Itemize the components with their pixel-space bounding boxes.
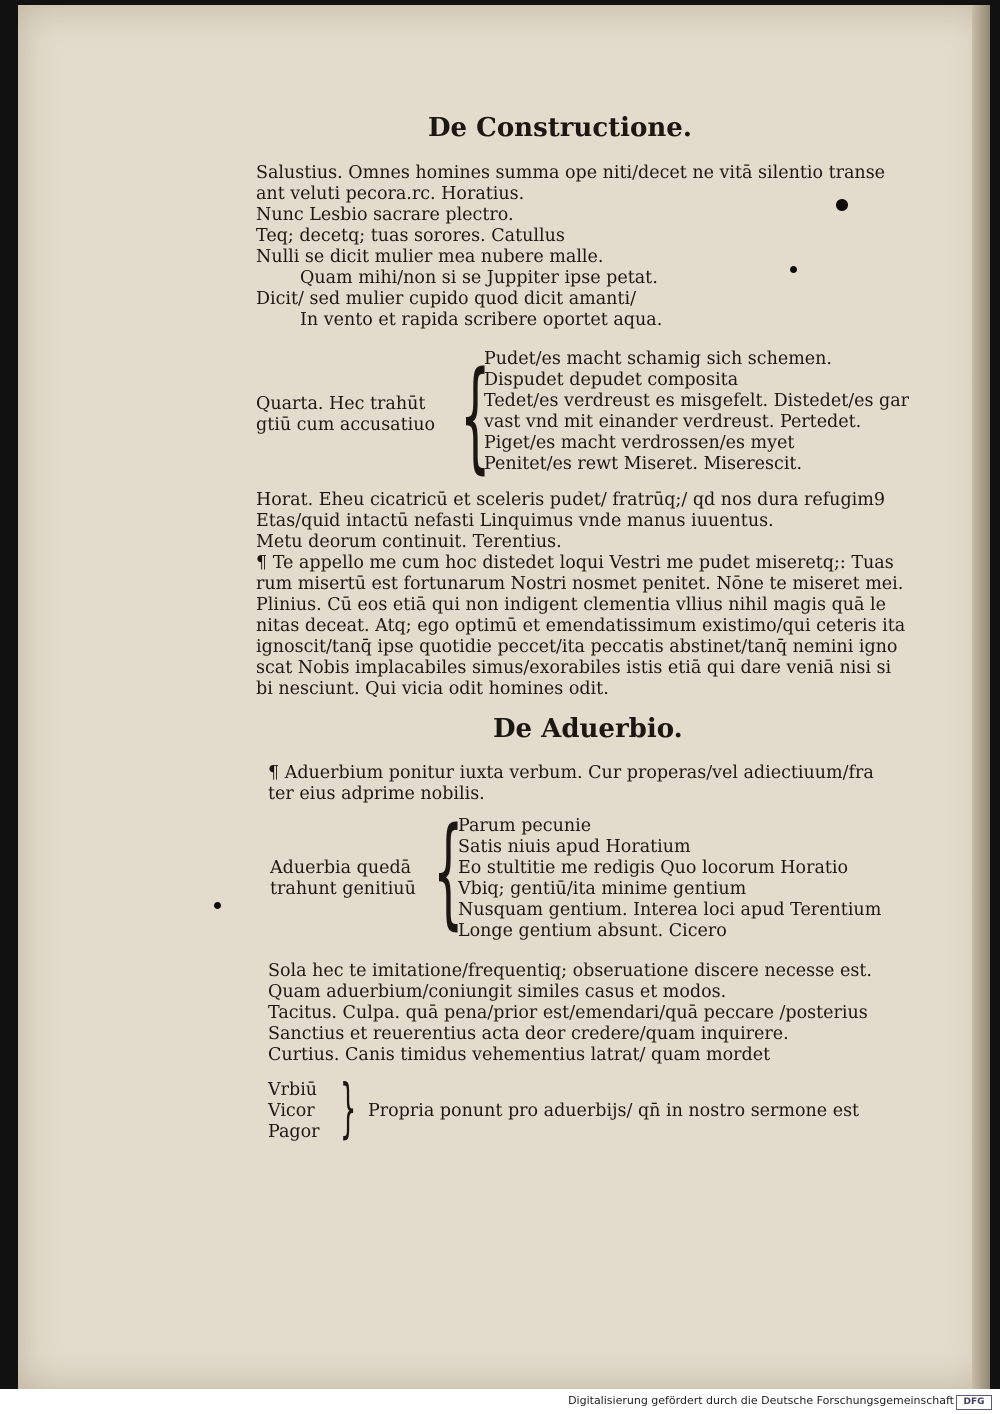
aduerbia-label-line: Aduerbia quedā: [270, 858, 412, 878]
text-line: Quam mihi/non si se Juppiter ipse petat.: [300, 268, 658, 288]
aduerbia-item: Satis niuis apud Horatium: [458, 837, 691, 857]
final-word: Pagor: [268, 1122, 320, 1142]
aduerbia-item: Parum pecunie: [458, 816, 592, 836]
text-line: Dicit/ sed mulier cupido quod dicit amanti/: [256, 289, 636, 309]
text-line: Quam aduerbium/coniungit similes casus et modos.: [268, 982, 727, 1002]
text-line: nitas deceat. Atq; ego optimū et emendatissimum existimo/qui ceteris ita: [256, 616, 906, 636]
aduerbia-label: [270, 858, 416, 900]
final-word: Vicor: [268, 1101, 315, 1121]
quarta-item: Tedet/es verdreust es misgefelt. Distedet/es gar: [484, 391, 910, 411]
quarta-item: Penitet/es rewt Miseret. Miserescit.: [484, 454, 803, 474]
brace-bracket: {: [433, 803, 464, 942]
footer-credit-text: Digitalisierung gefördert durch die Deutsche Forschungsgemeinschaft: [568, 1394, 954, 1407]
aduerbia-item: Longe gentium absunt. Cicero: [458, 921, 727, 941]
text-line: ignoscit/tanq̄ ipse quotidie peccet/ita peccatis abstinet/tanq̄ nemini igno: [256, 637, 898, 657]
text-line: ant veluti pecora.rc. Horatius.: [256, 184, 525, 204]
text-line: Teq; decetq; tuas sorores. Catullus: [256, 226, 565, 246]
text-line: In vento et rapida scribere oportet aqua.: [300, 310, 663, 330]
text-line: Plinius. Cū eos etiā qui non indigent clementia vllius nihil magis quā le: [256, 595, 886, 615]
text-line: Salustius. Omnes homines summa ope niti/decet ne vitā silentio transe: [256, 163, 886, 183]
quarta-item: vast vnd mit einander verdreust. Pertedet.: [484, 412, 862, 432]
text-line: Nulli se dicit mulier mea nubere malle.: [256, 247, 604, 267]
final-words: [268, 1080, 320, 1143]
footer-bar: [0, 1389, 1000, 1414]
aduerbia-item: Vbiq; gentiū/ita minime gentium: [458, 879, 747, 899]
text-line: Nunc Lesbio sacrare plectro.: [256, 205, 514, 225]
text-line: ¶ Te appello me cum hoc distedet loqui Vestri me pudet miseretq;: Tuas: [256, 553, 894, 573]
aduerbia-item: Nusquam gentium. Interea loci apud Terentium: [458, 900, 882, 920]
book-page: [18, 5, 990, 1389]
text-line: Curtius. Canis timidus vehementius latrat/ quam mordet: [268, 1045, 771, 1065]
final-word: Vrbiū: [268, 1080, 318, 1100]
quarta-item: Pudet/es macht schamig sich schemen.: [484, 349, 832, 369]
aduerbia-list: [458, 816, 881, 942]
ink-spot: [214, 902, 221, 909]
aduerbia-label-line: trahunt genitiuū: [270, 879, 416, 899]
aduerbia-item: Eo stultitie me redigis Quo locorum Horatio: [458, 858, 849, 878]
text-line: Metu deorum continuit. Terentius.: [256, 532, 562, 552]
right-bracket: }: [340, 1072, 357, 1146]
text-block-4: [268, 961, 872, 1066]
text-line: Sola hec te imitatione/frequentiq; obseruatione discere necesse est.: [268, 961, 872, 981]
quarta-label-line: Quarta. Hec trahūt: [256, 394, 426, 414]
text-line: Tacitus. Culpa. quā pena/prior est/emendari/quā peccare /posterius: [268, 1003, 868, 1023]
text-line: Sanctius et reuerentius acta deor credere/quam inquirere.: [268, 1024, 789, 1044]
text-line: bi nesciunt. Qui vicia odit homines odit.: [256, 679, 609, 699]
quarta-label-line: gtiū cum accusatiuo: [256, 415, 436, 435]
quarta-item: Piget/es macht verdrossen/es myet: [484, 433, 795, 453]
quarta-label: [256, 394, 435, 436]
quarta-item: Dispudet depudet composita: [484, 370, 739, 390]
text-line: scat Nobis implacabiles simus/exorabiles istis etiā qui dare veniā nisi si: [256, 658, 892, 678]
brace-bracket: {: [460, 347, 491, 486]
text-block-2: [256, 490, 905, 700]
dfg-logo: DFG: [956, 1395, 992, 1410]
text-line: ter eius adprime nobilis.: [268, 784, 485, 804]
quarta-list: [484, 349, 909, 475]
text-line: ¶ Aduerbium ponitur iuxta verbum. Cur properas/vel adiectiuum/fra: [268, 763, 874, 783]
text-line: Horat. Eheu cicatricū et sceleris pudet/ fratrūq;/ qd nos dura refugim9: [256, 490, 885, 510]
text-block-3: [268, 763, 874, 805]
ink-spot: [836, 199, 848, 211]
final-text: Propria ponunt pro aduerbijs/ qn̄ in nostro sermone est: [368, 1101, 860, 1121]
text-line: Etas/quid intactū nefasti Linquimus vnde manus iuuentus.: [256, 511, 774, 531]
text-line: rum misertū est fortunarum Nostri nosmet penitet. Nōne te miseret mei.: [256, 574, 904, 594]
text-block-1: [256, 163, 885, 331]
title-de-aduerbio: De Aduerbio.: [493, 714, 683, 744]
ink-spot: [790, 266, 797, 273]
title-de-constructione: De Constructione.: [428, 113, 692, 143]
